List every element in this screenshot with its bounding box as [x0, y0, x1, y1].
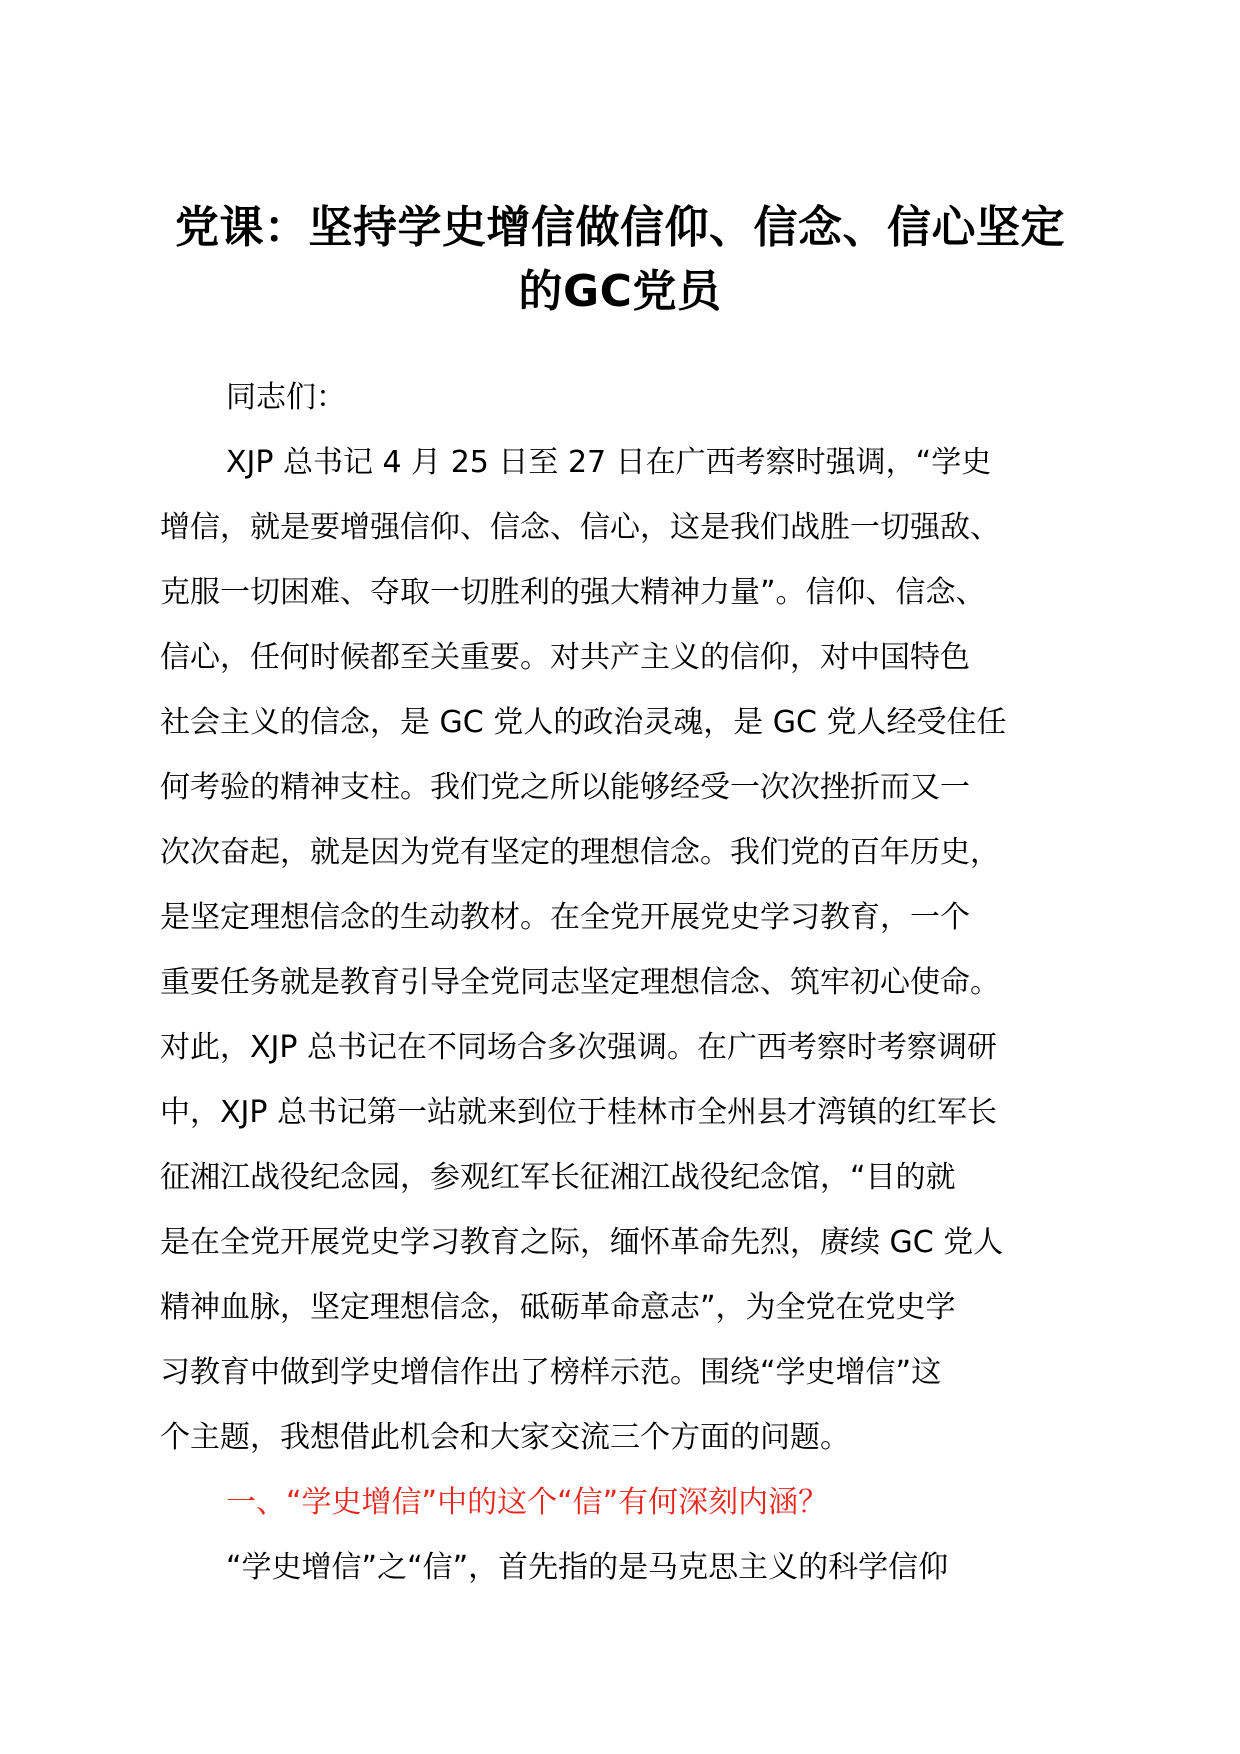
- paragraph-line: 中，XJP 总书记第一站就来到位于桂林市全州县才湾镇的红军长: [160, 1095, 998, 1130]
- paragraph-line: 征湘江战役纪念园，参观红军长征湘江战役纪念馆，“目的就: [160, 1160, 956, 1195]
- paragraph-line: 习教育中做到学史增信作出了榜样示范。围绕“学史增信”这: [160, 1355, 942, 1390]
- paragraph-line: 重要任务就是教育引导全党同志坚定理想信念、筑牢初心使命。: [160, 965, 1000, 1000]
- paragraph-line: 是坚定理想信念的生动教材。在全党开展党史学习教育，一个: [160, 900, 970, 935]
- paragraph-line: 信心，任何时候都至关重要。对共产主义的信仰，对中国特色: [160, 640, 970, 675]
- paragraph-line: 克服一切困难、夺取一切胜利的强大精神力量”。信仰、信念、: [160, 575, 986, 610]
- title-line: 的GC党员: [518, 266, 722, 317]
- paragraph-line: 社会主义的信念，是 GC 党人的政治灵魂，是 GC 党人经受住任: [160, 705, 1007, 740]
- paragraph-line: “学史增信”之“信”，首先指的是马克思主义的科学信仰: [226, 1550, 949, 1585]
- paragraph-line: 个主题，我想借此机会和大家交流三个方面的问题。: [160, 1420, 850, 1455]
- document-title: [150, 196, 1090, 324]
- title-line: 党课：坚持学史增信做信仰、信念、信心坚定: [175, 202, 1065, 253]
- paragraph-line: 增信，就是要增强信仰、信念、信心，这是我们战胜一切强敌、: [160, 510, 1000, 545]
- paragraph-line: 对此，XJP 总书记在不同场合多次强调。在广西考察时考察调研: [160, 1030, 998, 1065]
- document-body: [160, 365, 1120, 1600]
- section-heading: 一、“学史增信”中的这个“信”有何深刻内涵？: [226, 1485, 829, 1520]
- paragraph-line: 次次奋起，就是因为党有坚定的理想信念。我们党的百年历史，: [160, 835, 1000, 870]
- paragraph-line: XJP 总书记 4 月 25 日至 27 日在广西考察时强调，“学史: [226, 445, 992, 480]
- paragraph-line: 是在全党开展党史学习教育之际，缅怀革命先烈，赓续 GC 党人: [160, 1225, 1004, 1260]
- salutation: 同志们：: [226, 380, 346, 415]
- paragraph-line: 精神血脉，坚定理想信念，砥砺革命意志”，为全党在党史学: [160, 1290, 956, 1325]
- paragraph-line: 何考验的精神支柱。我们党之所以能够经受一次次挫折而又一: [160, 770, 970, 805]
